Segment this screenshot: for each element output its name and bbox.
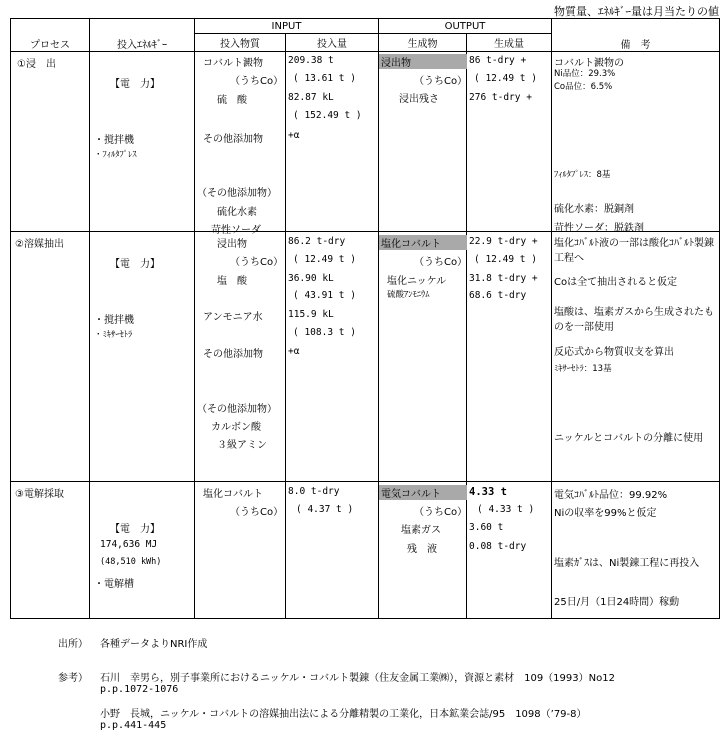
input-amount: 115.9 kL	[288, 309, 334, 320]
input-amount: +α	[288, 130, 300, 141]
input-amount: 8.0 t-dry	[288, 486, 340, 497]
input-material: カルボン酸	[211, 422, 261, 433]
output-product: 残 液	[407, 544, 437, 555]
energy-item: ・ﾐｷｻｰｾﾄﾗ	[94, 330, 133, 340]
source-text: 各種データよりNRI作成	[100, 639, 208, 650]
output-product: 硫酸ｱﾝﾓﾆｳﾑ	[387, 290, 430, 300]
remark: 苛性ソーダ：脱鉄剤	[554, 223, 644, 234]
unit-note: 物質量、ｴﾈﾙｷﾞｰ量は月当たりの値	[554, 5, 719, 18]
input-material: 硫 酸	[217, 95, 247, 106]
output-amount: 86 t-dry +	[469, 55, 527, 66]
input-amount: ( 43.91 t )	[293, 290, 356, 301]
reference-item: 小野 長城，ニッケル・コバルトの溶媒抽出法による分離精製の工業化，日本鉱業会誌/95 1098（’79-8）	[100, 709, 587, 720]
input-material: （その他添加物）	[197, 188, 277, 199]
output-amount: 68.6 t-dry	[469, 290, 527, 301]
input-material: （うちCo）	[230, 507, 284, 518]
process-name: ③電解採取	[15, 489, 64, 500]
header-output-product: 生成物	[379, 34, 467, 52]
input-material: 硫化水素	[217, 207, 257, 218]
output-amount: ( 12.49 t )	[474, 73, 537, 84]
input-material: その他添加物	[203, 349, 263, 360]
input-amount: 86.2 t-dry	[288, 236, 346, 247]
output-amount: 3.60 t	[469, 522, 504, 533]
input-material: 塩化コバルト	[203, 489, 263, 500]
source-label: 出所）	[58, 639, 88, 650]
energy-item: ・撹拌機	[94, 315, 134, 326]
process-name: ①浸 出	[17, 59, 56, 70]
remark: ﾌｨﾙﾀﾌﾟﾚｽ：8基	[554, 170, 611, 180]
header-remarks: 備 考	[552, 19, 720, 52]
output-product: （うちCo）	[414, 76, 468, 87]
output-amount: 22.9 t-dry +	[469, 236, 538, 247]
input-amount: 82.87 kL	[288, 92, 334, 103]
header-input-amount: 投入量	[286, 34, 379, 52]
table-row	[11, 232, 720, 482]
remark: 硫化水素：脱銅剤	[554, 204, 634, 215]
input-material: コバルト澱物	[203, 58, 263, 69]
input-material: 苛性ソーダ	[211, 225, 261, 236]
output-product-highlighted: 塩化コバルト	[379, 235, 467, 250]
input-material: （うちCo）	[230, 257, 284, 268]
table-row	[11, 482, 720, 619]
input-amount: ( 4.37 t )	[296, 504, 354, 515]
output-amount: 31.8 t-dry +	[469, 273, 538, 284]
input-material: アンモニア水	[203, 312, 263, 323]
energy-item: ・ﾌｨﾙﾀﾌﾟﾚｽ	[94, 150, 137, 160]
remark: 塩酸は、塩素ガスから生成されたものを一部使用	[554, 307, 714, 333]
input-material: ３級アミン	[217, 440, 267, 451]
output-amount: 276 t-dry +	[469, 92, 532, 103]
input-amount: ( 12.49 t )	[293, 254, 356, 265]
energy-label: 【電 力】	[110, 79, 160, 90]
energy-item: ・電解槽	[94, 579, 134, 590]
energy-value: (48,510 kWh)	[100, 557, 162, 567]
output-product: （うちCo）	[414, 507, 468, 518]
header-output-amount: 生成量	[467, 34, 552, 52]
output-product-highlighted: 電気コバルト	[379, 485, 467, 500]
input-amount: ( 152.49 t )	[293, 110, 362, 121]
header-input: INPUT	[195, 19, 379, 34]
energy-item: ・撹拌機	[94, 135, 134, 146]
remark: 反応式から物質収支を算出	[554, 347, 674, 358]
input-amount: ( 108.3 t )	[293, 327, 356, 338]
remark: ニッケルとコバルトの分離に使用	[554, 433, 704, 444]
header-process: プロセス	[11, 19, 90, 52]
output-product: 塩化ニッケル	[387, 276, 447, 287]
header-output: OUTPUT	[379, 19, 552, 34]
input-material: （うちCo）	[230, 76, 284, 87]
energy-value: 174,636 MJ	[100, 539, 158, 550]
header-energy: 投入ｴﾈﾙｷﾞｰ	[90, 19, 195, 52]
remark: 電気ｺﾊﾞﾙﾄ品位：99.92%	[554, 490, 668, 501]
table-row	[11, 52, 720, 232]
remark: ﾐｷｻｰｾﾄﾗ：13基	[554, 364, 612, 374]
remark: Co品位：6.5%	[554, 82, 613, 92]
remark: 塩素ｶﾞｽは、Ni製錬工程に再投入	[554, 558, 700, 569]
reference-item: p.p.1072-1076	[100, 684, 179, 695]
remark: 25日/月（1日24時間）稼動	[554, 597, 680, 608]
input-material: 浸出物	[217, 239, 247, 250]
reference-item: p.p.441-445	[100, 720, 167, 731]
input-amount: 209.38 t	[288, 55, 334, 66]
input-amount: 36.90 kL	[288, 273, 334, 284]
output-product-highlighted: 浸出物	[379, 54, 467, 69]
energy-label: 【電 力】	[110, 524, 160, 535]
output-amount: 0.08 t-dry	[469, 541, 527, 552]
process-name: ②溶媒抽出	[15, 239, 64, 250]
output-amount: 4.33 t	[469, 486, 507, 498]
output-amount: ( 4.33 t )	[477, 504, 535, 515]
energy-label: 【電 力】	[110, 259, 160, 270]
output-product: 浸出残さ	[399, 94, 439, 105]
process-table	[10, 18, 720, 619]
input-amount: ( 13.61 t )	[293, 73, 356, 84]
input-material: 塩 酸	[217, 276, 247, 287]
reference-item: 石川 幸男ら，別子事業所におけるニッケル・コバルト製錬（住友金属工業㈱），資源と素材 109（1993）No12	[100, 673, 615, 684]
header-input-material: 投入物質	[195, 34, 286, 52]
output-product: （うちCo）	[414, 257, 468, 268]
input-material: その他添加物	[203, 134, 263, 145]
remark: Niの収率を99%と仮定	[554, 508, 657, 519]
remark: Ni品位：29.3%	[554, 69, 616, 79]
output-product: 塩素ガス	[401, 525, 441, 536]
input-material: （その他添加物）	[197, 404, 277, 415]
remark: 塩化ｺﾊﾞﾙﾄ液の一部は酸化ｺﾊﾞﾙﾄ製錬工程へ	[554, 238, 714, 264]
input-amount: +α	[288, 346, 300, 357]
remark: Coは全て抽出されると仮定	[554, 277, 678, 288]
remark: コバルト澱物の	[554, 58, 624, 69]
output-amount: ( 12.49 t )	[474, 254, 537, 265]
references-label: 参考）	[58, 673, 88, 684]
